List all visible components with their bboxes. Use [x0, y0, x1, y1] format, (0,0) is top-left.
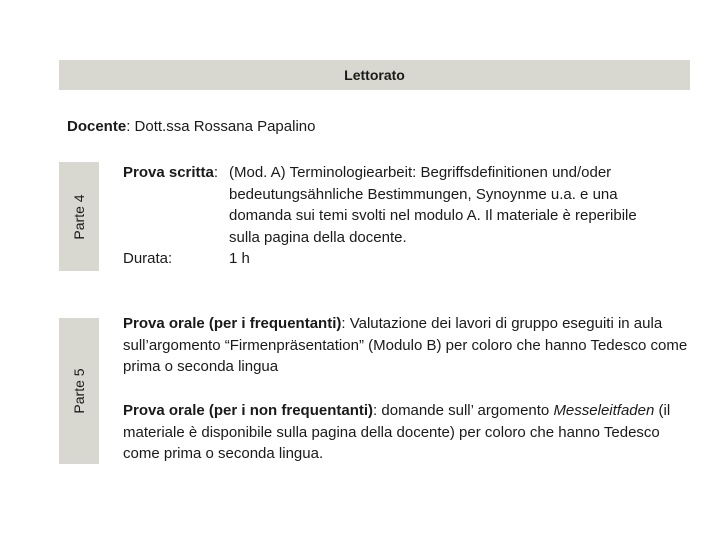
prova-orale-non-frequentanti: [123, 400, 693, 465]
tab-parte-4: [59, 162, 99, 271]
prova-scritta-colon: :: [213, 164, 219, 181]
durata-label: Durata: [123, 250, 169, 267]
prova-scritta-label: Prova scritta: [123, 164, 214, 181]
messeleitfaden-title: Messeleitfaden: [553, 402, 655, 419]
prova-orale-non-frequentanti-text-b: (il materiale è disponibile sulla pagina della docente) per coloro che hanno Tedesco come prima o seconda lingua.: [123, 402, 671, 462]
prova-orale-non-frequentanti-text-a: : domande sull’ argomento: [373, 402, 554, 419]
section-title-bar: [59, 60, 690, 90]
prova-orale-frequentanti-label: Prova orale (per i frequentanti): [123, 315, 342, 332]
prova-orale-non-frequentanti-label: Prova orale (per i non frequentanti): [123, 402, 374, 419]
durata-value: 1 h: [229, 250, 250, 267]
docente-label: Docente: [67, 118, 127, 135]
tab-parte-5-label: Parte 5: [71, 368, 87, 414]
docente-line: [67, 118, 315, 135]
durata-row: [123, 248, 669, 270]
page-title: Lettorato: [344, 67, 405, 83]
prova-orale-frequentanti-text: : Valutazione dei lavori di gruppo eseguiti in aula sull’argomento “Firmenpräsentation” (Modulo B) per coloro che hanno Tedesco come prima o seconda lingua: [123, 315, 688, 375]
prova-orale-frequentanti: [123, 313, 693, 378]
durata-colon: :: [168, 250, 173, 267]
parte-4-content: [123, 162, 669, 270]
tab-parte-5: [59, 318, 99, 464]
tab-parte-4-label: Parte 4: [71, 193, 87, 240]
prova-scritta-text: (Mod. A) Terminologiearbeit: Begriffsdefinitionen und/oder bedeutungsähnliche Bestimmungen, Synoynme u.a. e una domanda sui temi svolti nel modulo A. Il materiale è reperibile sulla pagina della docente.: [229, 164, 637, 246]
docente-name: : Dott.ssa Rossana Papalino: [126, 118, 316, 135]
prova-scritta-row: [123, 162, 669, 248]
